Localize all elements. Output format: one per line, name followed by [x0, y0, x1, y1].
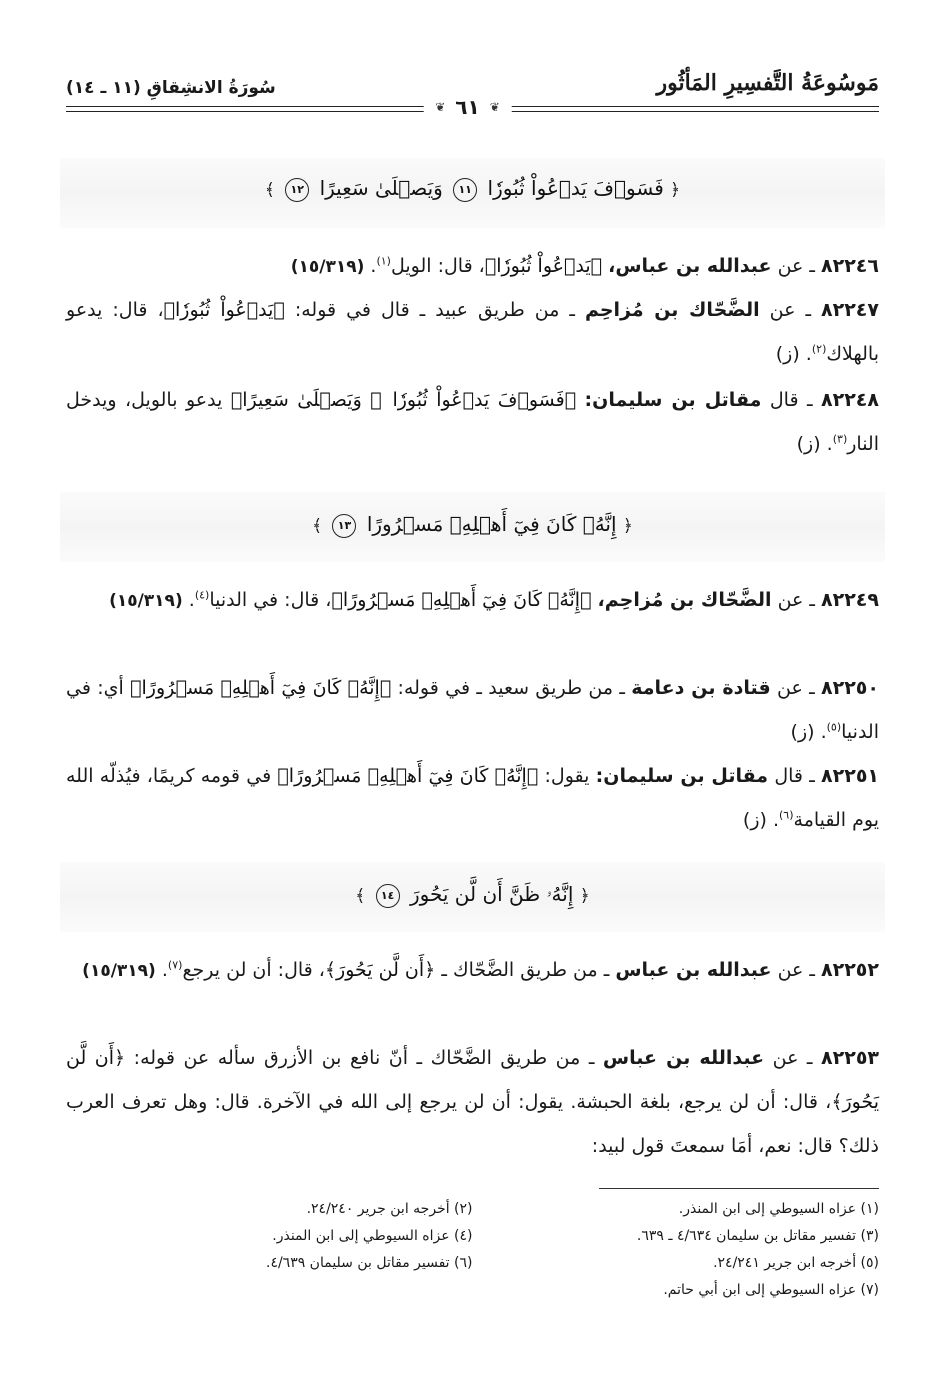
verse-text: وَيَصۡلَىٰ سَعِيرًا — [319, 176, 443, 200]
chain-text: ـ من طريق عبيد ـ قال في قوله: — [294, 299, 575, 321]
surah-label — [66, 78, 276, 98]
narrator-name: مقاتل بن سليمان: — [595, 765, 769, 787]
footnote-marker: (٢) — [811, 342, 827, 356]
chain-text: ـ من طريق الضَّحّاك ـ — [441, 959, 610, 981]
narration-text: في قومه كريمًا، فيُذلّه الله يوم القيامة — [66, 765, 879, 831]
narration — [66, 1036, 879, 1168]
footnote-rule — [599, 1188, 879, 1189]
quran-quote: ﴿يَدۡعُواْ ثُبُورٗا﴾ — [484, 255, 603, 277]
footnote-marker: (١) — [376, 254, 391, 268]
narration-prefix: ـ عن — [769, 299, 812, 321]
narrator-name: عبدالله بن عباس — [615, 959, 772, 981]
chain-text: ـ من طريق الضَّحّاك ـ أنّ نافع بن الأزرق سأله عن قوله: — [133, 1047, 595, 1069]
quran-quote: ﴿إِنَّهُۥ كَانَ فِيٓ أَهۡلِهِۦ مَسۡرُورًا﴾ — [130, 677, 392, 699]
narration-prefix: ـ قال — [769, 389, 813, 411]
narration-prefix: ـ عن — [772, 1047, 813, 1069]
ayah-number: ١١ — [453, 178, 477, 202]
source-reference: (١٥/٣١٩) — [109, 591, 183, 611]
bracket-close-icon: ﴾ — [355, 886, 366, 906]
footnote-marker: (٧) — [167, 958, 183, 972]
narration-suffix: . (ز) — [742, 809, 779, 831]
narration-prefix: ـ عن — [777, 677, 815, 699]
narration-suffix: . (ز) — [775, 343, 812, 365]
narrator-name: الضَّحّاك بن مُزاحِم، — [597, 589, 772, 611]
ayah-number: ١٤ — [376, 884, 400, 908]
footnote-row — [66, 1277, 879, 1304]
narration-number: ٨٢٢٥١ — [821, 765, 880, 787]
footnotes — [66, 1196, 879, 1304]
footnote: (٢) أخرجه ابن جرير ٢٤/٢٤٠. — [306, 1201, 473, 1217]
narration-text: ، قال: أن لن يرجع — [182, 959, 325, 981]
narration-suffix: . (ز) — [796, 433, 833, 455]
narration — [66, 948, 879, 993]
verse-heading — [66, 176, 879, 202]
book-title: مَوسُوعَةُ التَّفسِيرِ المَأثُور — [656, 70, 879, 96]
footnote-marker: (٣) — [832, 432, 848, 446]
narration-text: أي: في الدنيا — [66, 677, 879, 743]
footnote-marker: (٦) — [779, 808, 794, 822]
quran-quote: ﴿إِنَّهُۥ كَانَ فِيٓ أَهۡلِهِۦ مَسۡرُورًا﴾ — [277, 765, 539, 787]
footnote: (٤) عزاه السيوطي إلى ابن المنذر. — [272, 1228, 473, 1244]
ayah-number: ١٢ — [285, 178, 309, 202]
verse-text: إِنَّهُۥ ظَنَّ أَن لَّن يَحُورَ — [409, 882, 574, 906]
bracket-close-icon: ﴾ — [264, 180, 275, 200]
quran-quote: ﴿إِنَّهُۥ كَانَ فِيٓ أَهۡلِهِۦ مَسۡرُورًا﴾ — [331, 589, 592, 611]
narration-number: ٨٢٢٥٢ — [821, 959, 879, 981]
narration — [66, 288, 879, 376]
ornament-icon: ❦ — [435, 100, 446, 114]
quran-quote: ﴿أَن لَّن يَحُورَ﴾ — [324, 959, 436, 981]
narration-number: ٨٢٢٤٦ — [821, 255, 879, 277]
footnote-marker: (٥) — [826, 720, 842, 734]
narration-suffix: . (ز) — [790, 721, 827, 743]
footnote-marker: (٤) — [194, 588, 210, 602]
narrator-name: الضَّحّاك بن مُزاحِم — [584, 299, 760, 321]
footnote-row — [66, 1223, 879, 1250]
narration-number: ٨٢٢٥٠ — [821, 677, 879, 699]
bracket-close-icon: ﴾ — [312, 516, 323, 536]
narration — [66, 244, 879, 289]
bracket-open-icon: ﴿ — [670, 180, 681, 200]
page-number: ٦١ — [455, 95, 480, 119]
narration-number: ٨٢٢٤٩ — [821, 589, 879, 611]
narration-prefix: ـ عن — [777, 959, 815, 981]
narration-suffix: . — [370, 255, 377, 277]
ornament-icon: ❦ — [489, 100, 500, 114]
narration-text: ، قال: يدعو بالهلاك — [66, 299, 879, 365]
narration-text: ، قال: أن لن يرجع، بلغة الحبشة. يقول: أن لن يرجع إلى الله في الآخرة. قال: وهل تعرف العرب ذلك؟ قال: نعم، أمَا سمعتَ قول لبيد: — [66, 1091, 879, 1157]
narration — [66, 666, 879, 754]
narration-text: ، قال: في الدنيا — [209, 589, 332, 611]
narration-prefix: ـ عن — [777, 255, 815, 277]
footnote: (٧) عزاه السيوطي إلى ابن أبي حاتم. — [663, 1282, 879, 1298]
footnote: (٣) تفسير مقاتل بن سليمان ٤/٦٣٤ ـ ٦٣٩. — [636, 1228, 879, 1244]
verse-heading — [66, 882, 879, 908]
source-reference: (١٥/٣١٩) — [82, 961, 156, 981]
narration-number: ٨٢٢٤٧ — [821, 299, 879, 321]
narration-prefix: ـ عن — [777, 589, 815, 611]
narration-suffix: . — [188, 589, 195, 611]
narration — [66, 578, 879, 623]
footnote-row — [66, 1250, 879, 1277]
verse-heading — [66, 512, 879, 538]
narrator-name: عبدالله بن عباس — [602, 1047, 765, 1069]
chain-text: يقول: — [544, 765, 590, 787]
quran-quote: ﴿فَسَوۡفَ يَدۡعُواْ ثُبُورٗا ⑪ وَيَصۡلَىٰ سَعِيرًا﴾ — [230, 389, 577, 411]
narration — [66, 378, 879, 466]
narration-text: ، قال: الويل — [390, 255, 485, 277]
narration — [66, 754, 879, 842]
narration-number: ٨٢٢٥٣ — [821, 1047, 880, 1069]
narration-prefix: ـ قال — [774, 765, 815, 787]
ayah-number: ١٣ — [332, 514, 356, 538]
narration-text: يدعو بالويل، ويدخل النار — [66, 389, 879, 455]
quran-quote: ﴿يَدۡعُواْ ثُبُورٗا﴾ — [163, 299, 285, 321]
footnote: (٦) تفسير مقاتل بن سليمان ٤/٦٣٩. — [265, 1255, 473, 1271]
page-number-block — [423, 95, 512, 119]
footnote-row — [66, 1196, 879, 1223]
bracket-open-icon: ﴿ — [579, 886, 590, 906]
footnote: (٥) أخرجه ابن جرير ٢٤/٢٤١. — [713, 1255, 879, 1271]
narration-number: ٨٢٢٤٨ — [821, 389, 879, 411]
narrator-name: قتادة بن دعامة — [631, 677, 771, 699]
verse-text: فَسَوۡفَ يَدۡعُواْ ثُبُورٗا — [487, 176, 664, 200]
narrator-name: عبدالله بن عباس، — [608, 255, 772, 277]
verse-text: إِنَّهُۥ كَانَ فِيٓ أَهۡلِهِۦ مَسۡرُورًا — [366, 512, 617, 536]
footnote: (١) عزاه السيوطي إلى ابن المنذر. — [678, 1201, 879, 1217]
ayah-range: (١١ ـ ١٤) — [66, 78, 141, 98]
source-reference: (١٥/٣١٩) — [290, 257, 365, 277]
bracket-open-icon: ﴿ — [622, 516, 633, 536]
surah-name: سُورَةُ الانشِقاقِ — [146, 78, 276, 98]
narration-suffix: . — [161, 959, 168, 981]
narrator-name: مقاتل بن سليمان: — [584, 389, 762, 411]
chain-text: ـ من طريق سعيد ـ في قوله: — [397, 677, 625, 699]
quran-quote: ﴿أَن لَّن يَحُورَ﴾ — [66, 1047, 879, 1113]
